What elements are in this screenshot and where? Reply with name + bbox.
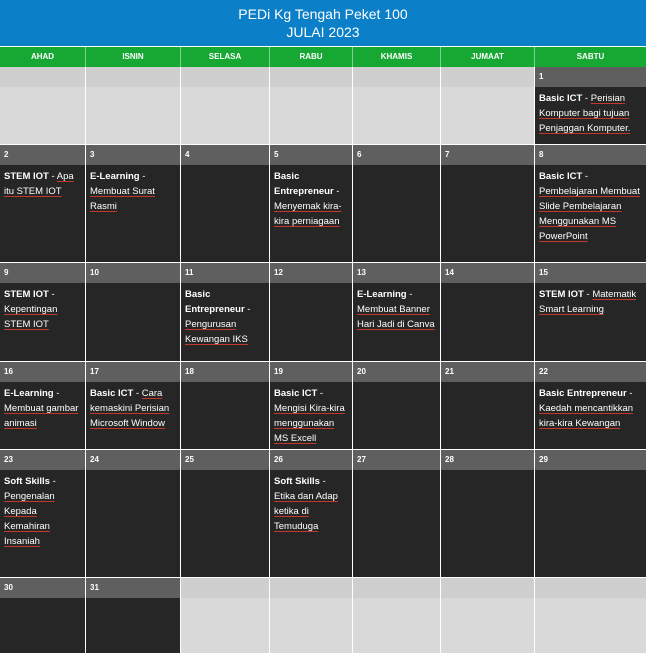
calendar-day-cell[interactable]	[0, 263, 86, 362]
calendar-day-cell[interactable]	[535, 263, 646, 362]
day-events	[181, 470, 269, 577]
event-title[interactable]: E-Learning	[90, 171, 140, 182]
event-title[interactable]: Basic Entrepreneur	[539, 388, 627, 399]
calendar-cell-empty	[181, 67, 270, 145]
day-events	[535, 470, 646, 577]
event-separator: -	[626, 388, 633, 399]
day-number: 30	[0, 578, 85, 598]
day-events	[353, 87, 440, 144]
day-events	[181, 382, 269, 449]
calendar-title: PEDi Kg Tengah Peket 100	[238, 6, 408, 22]
day-number: 14	[441, 263, 534, 283]
weekday-selasa: SELASA	[181, 47, 270, 67]
event-description: Membuat gambar animasi	[4, 403, 79, 429]
calendar-day-cell[interactable]	[270, 362, 353, 450]
day-number	[353, 578, 440, 598]
calendar-cell-empty	[181, 578, 270, 654]
calendar-day-cell[interactable]	[441, 145, 535, 263]
day-events	[441, 87, 534, 144]
calendar-day-cell[interactable]	[441, 450, 535, 578]
day-number	[86, 67, 180, 87]
event-description: Kepentingan STEM IOT	[4, 304, 58, 330]
calendar-day-cell[interactable]	[0, 362, 86, 450]
day-number: 11	[181, 263, 269, 283]
event-separator: -	[48, 171, 57, 182]
calendar-day-cell[interactable]	[181, 362, 270, 450]
event-description: Membuat Banner Hari Jadi di Canva	[357, 304, 435, 330]
day-events	[270, 470, 352, 577]
calendar-cell-empty	[535, 578, 646, 654]
calendar-cell-empty	[86, 67, 181, 145]
day-number: 7	[441, 145, 534, 165]
event-separator: -	[133, 388, 142, 399]
day-number: 10	[86, 263, 180, 283]
event-separator: -	[53, 388, 60, 399]
calendar-cell-empty	[0, 67, 86, 145]
day-number: 17	[86, 362, 180, 382]
day-events	[181, 165, 269, 262]
event-title[interactable]: STEM IOT	[4, 289, 49, 300]
weekday-khamis: KHAMIS	[353, 47, 441, 67]
calendar-day-cell[interactable]	[86, 450, 181, 578]
day-number	[270, 578, 352, 598]
weekday-rabu: RABU	[270, 47, 353, 67]
day-events	[181, 598, 269, 653]
event-description: Menyemak kira-kira perniagaan	[274, 201, 342, 227]
event-separator: -	[49, 476, 56, 487]
calendar-cell-empty	[270, 578, 353, 654]
day-number: 20	[353, 362, 440, 382]
event-description: Mengisi Kira-kira menggunakan MS Excell	[274, 403, 345, 444]
day-number: 3	[86, 145, 180, 165]
calendar-day-cell[interactable]	[181, 263, 270, 362]
calendar-day-cell[interactable]	[353, 362, 441, 450]
calendar-day-cell[interactable]	[353, 145, 441, 263]
event-title[interactable]: Soft Skills	[274, 476, 320, 487]
day-events	[535, 165, 646, 262]
event-description: Pengenalan Kepada Kemahiran Insaniah	[4, 491, 55, 547]
calendar-day-cell[interactable]	[86, 578, 181, 654]
event-description: Pembelajaran Membuat Slide Pembelajaran Menggunakan MS PowerPoint	[539, 186, 640, 242]
calendar-day-cell[interactable]	[86, 362, 181, 450]
day-events	[441, 283, 534, 361]
day-events	[86, 87, 180, 144]
day-number	[0, 67, 85, 87]
day-number: 27	[353, 450, 440, 470]
day-number: 8	[535, 145, 646, 165]
event-title[interactable]: STEM IOT	[4, 171, 49, 182]
calendar-day-cell[interactable]	[535, 145, 646, 263]
calendar-cell-empty	[441, 67, 535, 145]
day-events	[86, 598, 180, 653]
calendar-day-cell[interactable]	[181, 145, 270, 263]
day-events	[353, 165, 440, 262]
day-events	[353, 283, 440, 361]
day-events	[86, 470, 180, 577]
event-description: Cara kemaskini Perisian Microsoft Window	[90, 388, 170, 429]
day-events	[270, 283, 352, 361]
event-separator: -	[319, 476, 326, 487]
day-number: 18	[181, 362, 269, 382]
calendar-cell-empty	[441, 578, 535, 654]
event-title[interactable]: STEM IOT	[539, 289, 584, 300]
day-number: 26	[270, 450, 352, 470]
calendar-grid	[0, 67, 646, 654]
event-description: Pengurusan Kewangan IKS	[185, 319, 248, 345]
event-separator: -	[582, 93, 591, 104]
event-title[interactable]: Basic ICT	[274, 388, 318, 399]
calendar-day-cell[interactable]	[535, 67, 646, 145]
event-separator: -	[333, 186, 340, 197]
event-separator: -	[139, 171, 146, 182]
day-events	[270, 382, 352, 449]
calendar-day-cell[interactable]	[441, 362, 535, 450]
event-description: Etika dan Adap ketika di Temuduga	[274, 491, 338, 532]
calendar-day-cell[interactable]	[270, 263, 353, 362]
calendar-day-cell[interactable]	[535, 450, 646, 578]
day-number: 28	[441, 450, 534, 470]
event-separator: -	[406, 289, 413, 300]
weekday-header-row	[0, 47, 646, 67]
weekday-ahad: AHAD	[0, 47, 86, 67]
calendar-day-cell[interactable]	[0, 578, 86, 654]
day-events	[86, 283, 180, 361]
day-number: 19	[270, 362, 352, 382]
event-title[interactable]: Basic Entrepreneur	[274, 171, 334, 197]
day-number: 16	[0, 362, 85, 382]
calendar-header	[0, 0, 646, 46]
day-number	[535, 578, 646, 598]
calendar-day-cell[interactable]	[86, 263, 181, 362]
event-separator: -	[583, 289, 593, 300]
event-title[interactable]: Soft Skills	[4, 476, 50, 487]
day-events	[0, 283, 85, 361]
calendar-day-cell[interactable]	[0, 145, 86, 263]
day-events	[0, 87, 85, 144]
day-number: 23	[0, 450, 85, 470]
day-number: 1	[535, 67, 646, 87]
event-description: Perisian Komputer bagi tujuan Penjaggan Komputer.	[539, 93, 631, 134]
event-title[interactable]: Basic ICT	[539, 171, 583, 182]
calendar-day-cell[interactable]	[270, 145, 353, 263]
calendar-day-cell[interactable]	[181, 450, 270, 578]
day-number	[270, 67, 352, 87]
calendar-day-cell[interactable]	[535, 362, 646, 450]
day-events	[181, 283, 269, 361]
event-title[interactable]: E-Learning	[4, 388, 54, 399]
day-events	[535, 598, 646, 653]
day-number: 2	[0, 145, 85, 165]
day-events	[353, 598, 440, 653]
event-description: Apa itu STEM IOT	[4, 171, 74, 197]
day-number: 29	[535, 450, 646, 470]
day-number	[441, 67, 534, 87]
day-number	[181, 578, 269, 598]
day-events	[353, 470, 440, 577]
day-number: 25	[181, 450, 269, 470]
day-number: 13	[353, 263, 440, 283]
calendar-cell-empty	[270, 67, 353, 145]
calendar-day-cell[interactable]	[353, 263, 441, 362]
day-number: 6	[353, 145, 440, 165]
event-title[interactable]: Basic ICT	[539, 93, 583, 104]
day-events	[270, 87, 352, 144]
day-events	[86, 382, 180, 449]
day-number: 5	[270, 145, 352, 165]
day-events	[353, 382, 440, 449]
day-events	[270, 165, 352, 262]
day-events	[535, 283, 646, 361]
calendar-day-cell[interactable]	[441, 263, 535, 362]
calendar-day-cell[interactable]	[270, 450, 353, 578]
day-events	[181, 87, 269, 144]
day-number	[181, 67, 269, 87]
event-title[interactable]: E-Learning	[357, 289, 407, 300]
day-events	[441, 470, 534, 577]
calendar-day-cell[interactable]	[353, 450, 441, 578]
calendar-cell-empty	[353, 67, 441, 145]
day-number	[441, 578, 534, 598]
day-number: 21	[441, 362, 534, 382]
day-number: 4	[181, 145, 269, 165]
weekday-sabtu: SABTU	[576, 52, 605, 61]
day-number: 15	[535, 263, 646, 283]
event-description: Matematik Smart Learning	[539, 289, 637, 315]
day-events	[441, 382, 534, 449]
day-events	[0, 382, 85, 449]
day-events	[535, 382, 646, 449]
day-number: 12	[270, 263, 352, 283]
calendar-cell-empty	[353, 578, 441, 654]
day-events	[86, 165, 180, 262]
day-events	[0, 598, 85, 653]
day-number: 31	[86, 578, 180, 598]
calendar-day-cell[interactable]	[0, 450, 86, 578]
day-events	[0, 165, 85, 262]
event-description: Kaedah mencantikkan kira-kira Kewangan	[539, 403, 634, 429]
day-events	[441, 598, 534, 653]
day-events	[535, 87, 646, 144]
calendar-month: JULAI 2023	[286, 24, 360, 40]
day-events	[270, 598, 352, 653]
day-events	[441, 165, 534, 262]
day-number: 24	[86, 450, 180, 470]
calendar-day-cell[interactable]	[86, 145, 181, 263]
event-separator: -	[582, 171, 589, 182]
event-title[interactable]: Basic Entrepreneur	[185, 289, 245, 315]
weekday-jumaat: JUMAAT	[441, 47, 535, 67]
event-separator: -	[48, 289, 55, 300]
event-separator: -	[317, 388, 324, 399]
day-number: 22	[535, 362, 646, 382]
day-number	[353, 67, 440, 87]
weekday-isnin: ISNIN	[86, 47, 181, 67]
day-number: 9	[0, 263, 85, 283]
event-title[interactable]: Basic ICT	[90, 388, 134, 399]
event-description: Membuat Surat Rasmi	[90, 186, 155, 212]
day-events	[0, 470, 85, 577]
event-separator: -	[244, 304, 251, 315]
